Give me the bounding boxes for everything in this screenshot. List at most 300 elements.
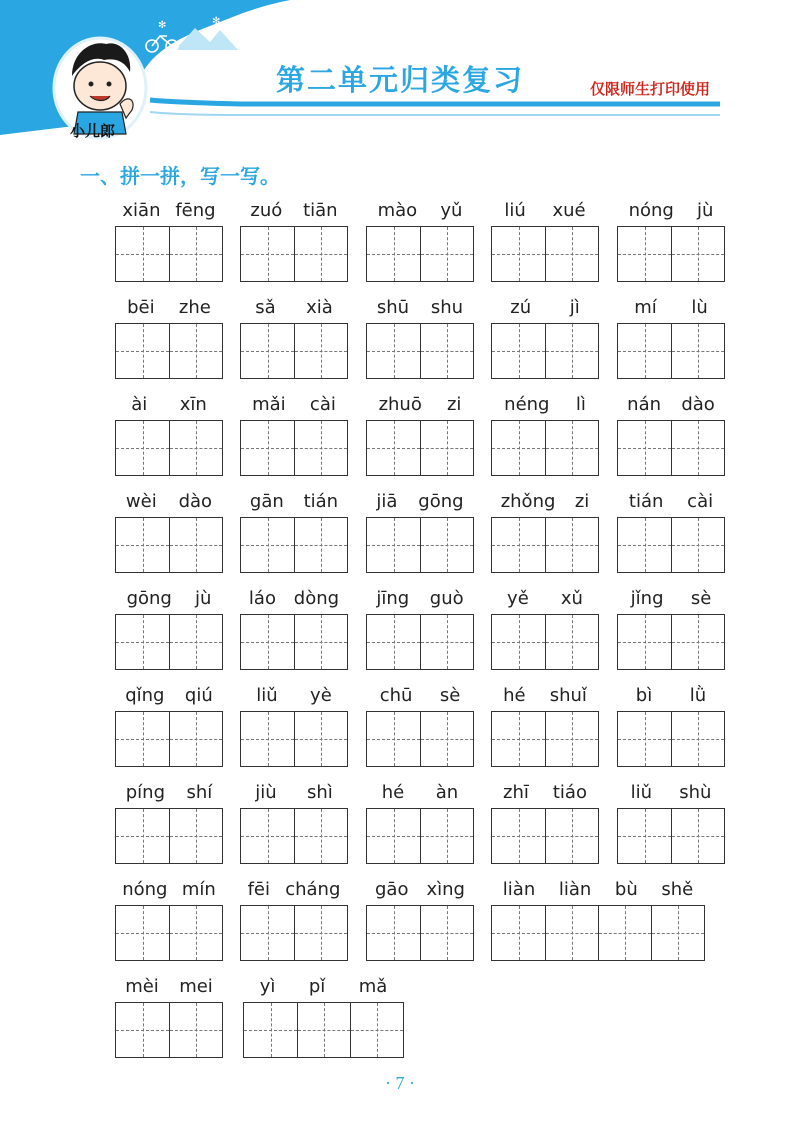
pinyin-syllable: liàn — [558, 878, 592, 900]
word-item — [491, 683, 599, 767]
tianzige-cell[interactable] — [492, 712, 545, 766]
pinyin-syllable: láo — [248, 587, 276, 609]
tianzige-box-group — [115, 905, 223, 961]
pinyin-syllable: dào — [178, 490, 213, 512]
tianzige-cell[interactable] — [545, 421, 598, 475]
pinyin-syllable: mǎ — [358, 975, 388, 997]
tianzige-cell[interactable] — [671, 421, 724, 475]
pinyin-syllable: zhī — [503, 781, 529, 803]
print-watermark: 仅限师生打印使用 — [590, 80, 711, 98]
pinyin-line — [115, 198, 223, 222]
tianzige-cell[interactable] — [545, 518, 598, 572]
word-item — [366, 877, 474, 961]
tianzige-box-group — [240, 905, 348, 961]
tianzige-cell[interactable] — [244, 1003, 297, 1057]
tianzige-cell[interactable] — [420, 712, 473, 766]
pinyin-line — [366, 295, 474, 319]
tianzige-box-group — [491, 808, 599, 864]
tianzige-box-group — [366, 226, 474, 282]
tianzige-cell[interactable] — [169, 712, 222, 766]
pinyin-syllable: gān — [249, 490, 284, 512]
pinyin-line — [115, 489, 223, 513]
word-item — [491, 877, 705, 961]
word-item — [115, 683, 223, 767]
tianzige-box-group — [491, 905, 705, 961]
tianzige-cell[interactable] — [116, 906, 169, 960]
pinyin-line — [115, 295, 223, 319]
tianzige-cell[interactable] — [169, 227, 222, 281]
tianzige-box-group — [240, 711, 348, 767]
tianzige-cell[interactable] — [420, 324, 473, 378]
tianzige-cell[interactable] — [294, 421, 347, 475]
tianzige-cell[interactable] — [671, 809, 724, 863]
word-item — [240, 877, 348, 961]
pinyin-line — [617, 198, 725, 222]
pinyin-syllable: hé — [381, 781, 405, 803]
tianzige-box-group — [115, 323, 223, 379]
tianzige-cell[interactable] — [492, 227, 545, 281]
pinyin-syllable: mào — [377, 199, 418, 221]
pinyin-syllable: nán — [627, 393, 662, 415]
pinyin-line — [115, 877, 223, 901]
pinyin-syllable: lì — [575, 393, 586, 415]
pinyin-syllable: shū — [376, 296, 410, 318]
tianzige-cell[interactable] — [116, 227, 169, 281]
tianzige-cell[interactable] — [169, 421, 222, 475]
tianzige-cell[interactable] — [367, 809, 420, 863]
pinyin-line — [366, 586, 474, 610]
pinyin-syllable: mèi — [125, 975, 159, 997]
pinyin-syllable: jīng — [376, 587, 410, 609]
pinyin-syllable: zú — [510, 296, 532, 318]
tianzige-cell[interactable] — [492, 615, 545, 669]
tianzige-cell[interactable] — [116, 712, 169, 766]
tianzige-cell[interactable] — [169, 518, 222, 572]
pinyin-syllable: liǔ — [630, 781, 653, 803]
pinyin-line — [115, 586, 223, 610]
word-item — [366, 295, 474, 379]
tianzige-cell[interactable] — [420, 906, 473, 960]
pinyin-syllable: zi — [446, 393, 462, 415]
tianzige-cell[interactable] — [294, 906, 347, 960]
tianzige-cell[interactable] — [241, 324, 294, 378]
tianzige-cell[interactable] — [294, 712, 347, 766]
word-item — [240, 683, 348, 767]
pinyin-syllable: mei — [179, 975, 213, 997]
tianzige-cell[interactable] — [618, 324, 671, 378]
pinyin-line — [240, 295, 348, 319]
tianzige-cell[interactable] — [420, 518, 473, 572]
pinyin-syllable: shu — [430, 296, 464, 318]
word-item — [243, 974, 404, 1058]
pinyin-syllable: mín — [181, 878, 216, 900]
word-item — [115, 877, 223, 961]
tianzige-box-group — [491, 517, 599, 573]
tianzige-cell[interactable] — [294, 615, 347, 669]
tianzige-box-group — [240, 517, 348, 573]
tianzige-box-group — [366, 517, 474, 573]
tianzige-cell[interactable] — [420, 615, 473, 669]
pinyin-syllable: xià — [306, 296, 333, 318]
pinyin-syllable: yǔ — [440, 199, 463, 221]
pinyin-syllable: xué — [552, 199, 586, 221]
pinyin-syllable: bù — [614, 878, 638, 900]
pinyin-syllable: hé — [503, 684, 526, 706]
tianzige-box-group — [491, 614, 599, 670]
word-item — [617, 683, 725, 767]
word-item — [115, 489, 223, 573]
pinyin-line — [491, 586, 599, 610]
pinyin-syllable: lù — [691, 296, 708, 318]
pinyin-line — [115, 392, 223, 416]
pinyin-syllable: shí — [186, 781, 213, 803]
pinyin-syllable: tiān — [303, 199, 338, 221]
pinyin-syllable: liàn — [502, 878, 536, 900]
tianzige-cell[interactable] — [241, 518, 294, 572]
tianzige-cell[interactable] — [241, 615, 294, 669]
tianzige-box-group — [491, 420, 599, 476]
tianzige-cell[interactable] — [545, 712, 598, 766]
tianzige-cell[interactable] — [116, 1003, 169, 1057]
word-item — [617, 780, 725, 864]
tianzige-cell[interactable] — [241, 421, 294, 475]
pinyin-syllable: liú — [504, 199, 526, 221]
word-item — [115, 198, 223, 282]
tianzige-box-group — [617, 711, 725, 767]
pinyin-syllable: cài — [687, 490, 714, 512]
tianzige-cell[interactable] — [420, 227, 473, 281]
pinyin-syllable: sè — [439, 684, 461, 706]
pinyin-syllable: xìng — [426, 878, 465, 900]
tianzige-cell[interactable] — [169, 324, 222, 378]
pinyin-syllable: cháng — [285, 878, 341, 900]
pinyin-syllable: yè — [310, 684, 332, 706]
tianzige-box-group — [115, 711, 223, 767]
pinyin-line — [617, 683, 725, 707]
tianzige-cell[interactable] — [294, 227, 347, 281]
pinyin-syllable: bēi — [127, 296, 155, 318]
pinyin-line — [491, 198, 599, 222]
pinyin-line — [366, 780, 474, 804]
pinyin-line — [491, 489, 599, 513]
tianzige-cell[interactable] — [598, 906, 651, 960]
word-item — [617, 489, 725, 573]
tianzige-cell[interactable] — [367, 906, 420, 960]
tianzige-cell[interactable] — [367, 615, 420, 669]
tianzige-box-group — [115, 226, 223, 282]
tianzige-cell[interactable] — [492, 421, 545, 475]
tianzige-cell[interactable] — [671, 227, 724, 281]
tianzige-cell[interactable] — [420, 809, 473, 863]
tianzige-box-group — [240, 420, 348, 476]
tianzige-box-group — [240, 614, 348, 670]
pinyin-line — [491, 780, 599, 804]
word-item — [491, 489, 599, 573]
tianzige-cell[interactable] — [116, 324, 169, 378]
tianzige-cell[interactable] — [618, 227, 671, 281]
tianzige-cell[interactable] — [545, 809, 598, 863]
tianzige-cell[interactable] — [367, 712, 420, 766]
mascot-label: 小儿郎 — [70, 122, 116, 140]
word-item — [366, 586, 474, 670]
tianzige-cell[interactable] — [618, 809, 671, 863]
word-item — [617, 392, 725, 476]
word-item — [240, 198, 348, 282]
svg-text:✻: ✻ — [158, 20, 167, 31]
tianzige-cell[interactable] — [618, 518, 671, 572]
word-item — [240, 489, 348, 573]
word-item — [115, 392, 223, 476]
pinyin-line — [366, 489, 474, 513]
tianzige-cell[interactable] — [545, 227, 598, 281]
pinyin-line — [366, 877, 474, 901]
tianzige-box-group — [617, 517, 725, 573]
pinyin-syllable: wèi — [125, 490, 157, 512]
word-item — [491, 586, 599, 670]
word-item — [240, 295, 348, 379]
pinyin-syllable: cài — [309, 393, 336, 415]
tianzige-cell[interactable] — [671, 324, 724, 378]
tianzige-cell[interactable] — [241, 906, 294, 960]
pinyin-line — [240, 683, 348, 707]
word-item — [240, 392, 348, 476]
pinyin-syllable: tián — [628, 490, 664, 512]
tianzige-cell[interactable] — [367, 324, 420, 378]
pinyin-line — [240, 489, 348, 513]
word-item — [617, 198, 725, 282]
word-item — [366, 683, 474, 767]
tianzige-box-group — [366, 905, 474, 961]
tianzige-cell[interactable] — [116, 809, 169, 863]
pinyin-line — [366, 198, 474, 222]
pinyin-syllable: xiān — [122, 199, 161, 221]
word-item — [240, 586, 348, 670]
tianzige-cell[interactable] — [169, 615, 222, 669]
tianzige-cell[interactable] — [350, 1003, 403, 1057]
pinyin-line — [240, 877, 348, 901]
tianzige-cell[interactable] — [492, 324, 545, 378]
tianzige-cell[interactable] — [651, 906, 704, 960]
tianzige-box-group — [617, 808, 725, 864]
word-item — [115, 295, 223, 379]
word-item — [617, 295, 725, 379]
tianzige-box-group — [115, 808, 223, 864]
pinyin-line — [617, 780, 725, 804]
pinyin-syllable: zi — [574, 490, 590, 512]
pinyin-syllable: shì — [307, 781, 333, 803]
tianzige-cell[interactable] — [618, 421, 671, 475]
tianzige-box-group — [366, 323, 474, 379]
word-item — [491, 198, 599, 282]
tianzige-cell[interactable] — [241, 227, 294, 281]
tianzige-cell[interactable] — [169, 906, 222, 960]
pinyin-syllable: lǜ — [689, 684, 707, 706]
pinyin-syllable: nóng — [628, 199, 674, 221]
tianzige-cell[interactable] — [367, 518, 420, 572]
tianzige-box-group — [617, 323, 725, 379]
pinyin-line — [240, 392, 348, 416]
pinyin-line — [366, 683, 474, 707]
pinyin-syllable: jì — [569, 296, 580, 318]
tianzige-cell[interactable] — [545, 906, 598, 960]
word-item — [240, 780, 348, 864]
tianzige-box-group — [240, 808, 348, 864]
tianzige-cell[interactable] — [294, 518, 347, 572]
svg-text:✻: ✻ — [212, 16, 221, 27]
word-item — [491, 392, 599, 476]
pinyin-line — [617, 295, 725, 319]
pinyin-line — [617, 586, 725, 610]
pinyin-syllable: sǎ — [255, 296, 276, 318]
tianzige-box-group — [115, 614, 223, 670]
pinyin-syllable: dòng — [293, 587, 340, 609]
pinyin-syllable: ài — [131, 393, 148, 415]
tianzige-box-group — [366, 420, 474, 476]
pinyin-syllable: gōng — [418, 490, 464, 512]
tianzige-cell[interactable] — [297, 1003, 350, 1057]
pinyin-syllable: tiáo — [552, 781, 587, 803]
tianzige-cell[interactable] — [294, 324, 347, 378]
tianzige-cell[interactable] — [241, 712, 294, 766]
tianzige-cell[interactable] — [116, 615, 169, 669]
tianzige-cell[interactable] — [116, 518, 169, 572]
pinyin-line — [240, 586, 348, 610]
tianzige-box-group — [243, 1002, 404, 1058]
pinyin-syllable: mí — [634, 296, 657, 318]
page-title: 第二单元归类复习 — [276, 63, 525, 97]
pinyin-line — [115, 683, 223, 707]
pinyin-syllable: bì — [635, 684, 653, 706]
pinyin-syllable: nóng — [122, 878, 168, 900]
pinyin-line — [240, 780, 348, 804]
pinyin-syllable: chū — [379, 684, 413, 706]
tianzige-box-group — [115, 1002, 223, 1058]
tianzige-cell[interactable] — [492, 809, 545, 863]
tianzige-box-group — [617, 614, 725, 670]
tianzige-cell[interactable] — [618, 712, 671, 766]
tianzige-cell[interactable] — [169, 809, 222, 863]
pinyin-syllable: mǎi — [252, 393, 286, 415]
pinyin-syllable: tián — [303, 490, 339, 512]
pinyin-syllable: àn — [435, 781, 459, 803]
pinyin-line — [617, 489, 725, 513]
word-item — [366, 198, 474, 282]
exercise-instruction: 一、拼一拼，写一写。 — [80, 164, 280, 188]
pinyin-syllable: zhuō — [378, 393, 422, 415]
tianzige-box-group — [617, 226, 725, 282]
tianzige-cell[interactable] — [367, 421, 420, 475]
pinyin-syllable: qǐng — [125, 684, 165, 706]
pinyin-syllable: liǔ — [256, 684, 278, 706]
pinyin-syllable: xǔ — [560, 587, 583, 609]
tianzige-cell[interactable] — [294, 809, 347, 863]
word-item — [115, 780, 223, 864]
word-item — [366, 489, 474, 573]
tianzige-cell[interactable] — [545, 324, 598, 378]
tianzige-box-group — [115, 517, 223, 573]
pinyin-syllable: jǐng — [630, 587, 664, 609]
tianzige-box-group — [240, 226, 348, 282]
pinyin-syllable: gāo — [375, 878, 409, 900]
pinyin-syllable: shuǐ — [549, 684, 587, 706]
pinyin-syllable: yě — [507, 587, 529, 609]
pinyin-syllable: shù — [679, 781, 712, 803]
pinyin-syllable: zhǒng — [500, 490, 556, 512]
tianzige-box-group — [366, 711, 474, 767]
pinyin-syllable: pǐ — [308, 975, 326, 997]
pinyin-syllable: shě — [661, 878, 694, 900]
pinyin-syllable: jiā — [376, 490, 398, 512]
tianzige-box-group — [491, 226, 599, 282]
tianzige-cell[interactable] — [618, 615, 671, 669]
pinyin-line — [115, 974, 223, 998]
tianzige-cell[interactable] — [545, 615, 598, 669]
tianzige-box-group — [240, 323, 348, 379]
tianzige-cell[interactable] — [671, 518, 724, 572]
pinyin-syllable: dào — [681, 393, 715, 415]
tianzige-cell[interactable] — [116, 421, 169, 475]
pinyin-syllable: jù — [697, 199, 714, 221]
page-number: · 7 · — [385, 1073, 415, 1093]
tianzige-cell[interactable] — [367, 227, 420, 281]
pinyin-line — [491, 295, 599, 319]
pinyin-syllable: píng — [125, 781, 165, 803]
pinyin-line — [243, 974, 404, 998]
word-item — [491, 295, 599, 379]
word-item — [617, 586, 725, 670]
word-item — [491, 780, 599, 864]
tianzige-cell[interactable] — [671, 712, 724, 766]
pinyin-syllable: zhe — [178, 296, 211, 318]
pinyin-syllable: xīn — [179, 393, 207, 415]
pinyin-syllable: néng — [504, 393, 550, 415]
pinyin-line — [240, 198, 348, 222]
pinyin-line — [115, 780, 223, 804]
tianzige-cell[interactable] — [241, 809, 294, 863]
pinyin-syllable: jiù — [255, 781, 277, 803]
word-item — [366, 780, 474, 864]
pinyin-syllable: jù — [194, 587, 212, 609]
pinyin-line — [617, 392, 725, 416]
pinyin-syllable: guò — [429, 587, 464, 609]
pinyin-syllable: fēng — [175, 199, 216, 221]
pinyin-line — [366, 392, 474, 416]
pinyin-syllable: yì — [259, 975, 276, 997]
pinyin-syllable: zuó — [250, 199, 283, 221]
tianzige-box-group — [366, 808, 474, 864]
tianzige-cell[interactable] — [492, 906, 545, 960]
tianzige-box-group — [617, 420, 725, 476]
word-item — [115, 586, 223, 670]
pinyin-line — [491, 877, 705, 901]
tianzige-box-group — [366, 614, 474, 670]
pinyin-syllable: qiú — [184, 684, 213, 706]
pinyin-syllable: gōng — [126, 587, 172, 609]
pinyin-line — [491, 392, 599, 416]
tianzige-box-group — [491, 323, 599, 379]
tianzige-cell[interactable] — [169, 1003, 222, 1057]
tianzige-cell[interactable] — [420, 421, 473, 475]
tianzige-box-group — [115, 420, 223, 476]
tianzige-box-group — [491, 711, 599, 767]
pinyin-line — [491, 683, 599, 707]
word-item — [115, 974, 223, 1058]
pinyin-syllable: sè — [690, 587, 712, 609]
tianzige-cell[interactable] — [492, 518, 545, 572]
pinyin-syllable: fēi — [247, 878, 271, 900]
word-item — [366, 392, 474, 476]
tianzige-cell[interactable] — [671, 615, 724, 669]
